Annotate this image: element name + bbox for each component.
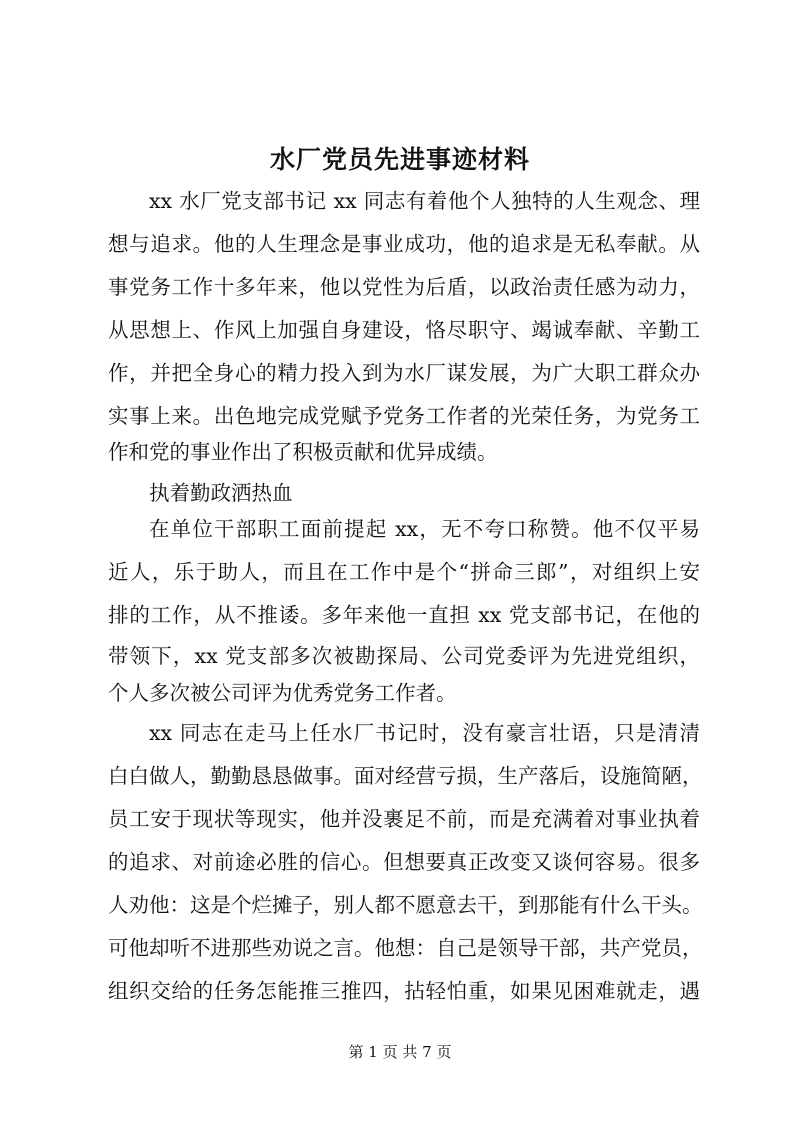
body-line: 作，并把全身心的精力投入到为水厂谋发展，为广大职工群众办 [108,361,700,385]
page-footer: 第 1 页 共 7 页 [348,1043,452,1061]
section-heading: 执着勤政洒热血 [149,481,293,505]
body-line: 事党务工作十多年来，他以党性为后盾，以政治责任感为动力， [108,275,700,299]
body-line: 在单位干部职工面前提起 xx，无不夸口称赞。他不仅平易 [149,517,700,541]
body-line: 可他却听不进那些劝说之言。他想：自己是领导干部，共产党员， [108,936,703,960]
body-line: 员工安于现状等现实，他并没裹足不前，而是充满着对事业执着 [108,807,700,831]
document-title: 水厂党员先进事迹材料 [269,145,530,174]
body-line: xx 水厂党支部书记 xx 同志有着他个人独特的人生观念、理 [149,189,700,213]
body-line: 白白做人，勤勤恳恳做事。面对经营亏损，生产落后，设施简陋， [108,764,703,788]
body-line: 组织交给的任务怎能推三推四，拈轻怕重，如果见困难就走，遇 [108,979,700,1003]
body-line: 带领下，xx 党支部多次被勘探局、公司党委评为先进党组织， [108,644,700,668]
body-line: 实事上来。出色地完成党赋予党务工作者的光荣任务，为党务工 [108,404,700,428]
body-line: 的追求、对前途必胜的信心。但想要真正改变又谈何容易。很多 [108,850,700,874]
body-line: 作和党的事业作出了积极贡献和优异成绩。 [108,440,498,464]
body-line: 排的工作，从不推诿。多年来他一直担 xx 党支部书记，在他的 [108,603,700,627]
body-line: 从思想上、作风上加强自身建设，恪尽职守、竭诚奉献、辛勤工 [108,318,700,342]
body-line: 个人多次被公司评为优秀党务工作者。 [108,681,457,705]
body-line: 人劝他：这是个烂摊子，别人都不愿意去干，到那能有什么干头。 [108,893,703,917]
body-line: 近人，乐于助人，而且在工作中是个“拼命三郎”，对组织上安 [108,560,700,584]
body-line: 想与追求。他的人生理念是事业成功，他的追求是无私奉献。从 [108,232,700,256]
body-line: xx 同志在走马上任水厂书记时，没有豪言壮语，只是清清 [149,721,700,745]
